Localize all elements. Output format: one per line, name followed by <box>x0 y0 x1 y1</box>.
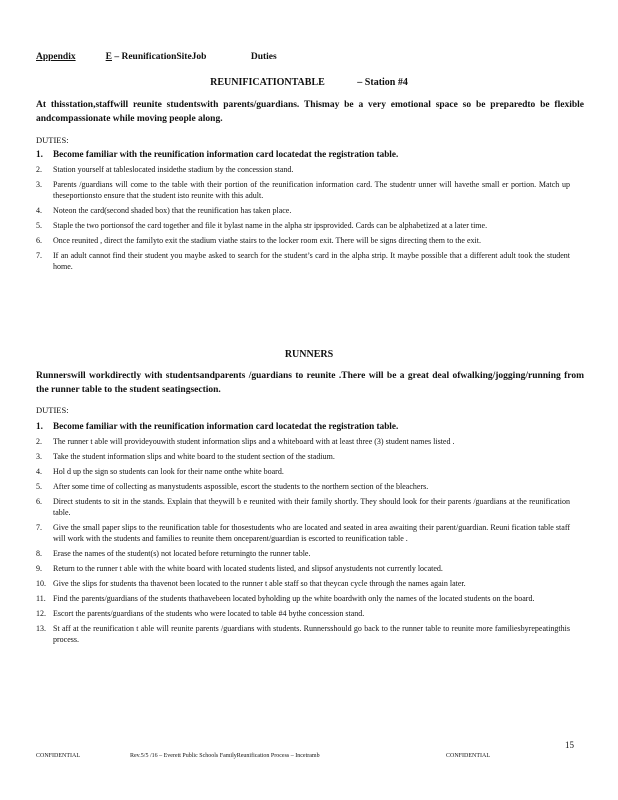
appendix-job: ReunificationSiteJob <box>121 52 207 62</box>
list-item <box>36 548 570 559</box>
station-label: – Station #4 <box>357 77 408 88</box>
list-item <box>36 220 570 231</box>
appendix-label: Appendix <box>36 52 76 62</box>
list-item-text: Parents /guardians will come to the table with their portion of the reunification information card. The studentr unner will havethe small er portion. Match up theseportionsto ensure that the student isto reunite with this adult. <box>53 179 570 200</box>
list-item-number: 2. <box>36 436 42 446</box>
list-item-number: 6. <box>36 496 42 506</box>
page-number: 15 <box>565 740 574 750</box>
runners-intro: Runnerswill workdirectly with studentsandparents /guardians to reunite .There will be a great deal ofwalking/jogging/running from the runner table to the student seatingsection. <box>36 371 584 395</box>
list-item <box>36 179 570 201</box>
list-item-number: 3. <box>36 451 42 461</box>
reunification-duties-label: DUTIES: <box>36 135 69 145</box>
appendix-duties: Duties <box>250 52 277 62</box>
list-item-number: 4. <box>36 466 42 476</box>
list-item <box>36 522 570 544</box>
list-item-text: St aff at the reunification t able will reunite parents /guardians with students. Runnersshould go back to the runner table to reunite more familiesbyrepeatingthis process. <box>53 624 570 645</box>
list-item-number: 7. <box>36 523 42 532</box>
list-item-text: Hol d up the sign so students can look for their name onthe white board. <box>53 466 284 476</box>
list-item <box>36 623 570 645</box>
list-item-text: Once reunited , direct the familyto exit the stadium viathe stairs to the locker room exit. There will be signs directing them to the exit. <box>53 236 481 245</box>
list-item-text: After some time of collecting as manystudents aspossible, escort the students to the northern section of the bleachers. <box>53 481 429 491</box>
list-item <box>36 148 570 160</box>
list-item-text: Escort the parents/guardians of the students who were located to table #4 bythe concession stand. <box>53 609 365 619</box>
appendix-dash: – <box>114 52 120 62</box>
list-item <box>36 164 570 175</box>
list-item-text: Become familiar with the reunification information card locatedat the registration table. <box>53 421 399 431</box>
list-item-number: 13. <box>36 624 46 634</box>
list-item <box>36 235 570 246</box>
list-item-number: 12. <box>36 609 46 619</box>
reunification-intro: At thisstation,staffwill reunite studentswith parents/guardians. Thismay be a very emotional space so be preparedto be flexible andcompassionate while moving people along. <box>36 100 584 124</box>
list-item-number: 5. <box>36 481 42 491</box>
list-item <box>36 608 570 619</box>
footer-middle: Rev.5/5 /16 – Everett Public Schools FamilyReunification Process – Incetramb <box>130 753 320 759</box>
appendix-heading <box>36 52 277 62</box>
reunification-duties-list <box>36 148 570 276</box>
list-item-number: 11. <box>36 594 46 604</box>
list-item <box>36 578 570 589</box>
list-item-number: 1. <box>36 421 43 431</box>
list-item-number: 3. <box>36 179 42 189</box>
runners-duties-label: DUTIES: <box>36 405 69 415</box>
list-item-number: 5. <box>36 221 42 230</box>
list-item-text: If an adult cannot find their student you maybe asked to search for the student’s card in the alpha strip. It maybe possible that a different adult took the student home. <box>53 251 570 272</box>
list-item-number: 8. <box>36 549 42 559</box>
list-item-text: Noteon the card(second shaded box) that the reunification has taken place. <box>53 206 292 215</box>
list-item <box>36 250 570 272</box>
runners-duties-list <box>36 420 570 649</box>
list-item-text: Give the small paper slips to the reunification table for thosestudents who are located and seated in area awaiting their parent/guardian. Reuni fication table staff will work with the students and families to reunite them onceparent/guardian is escorted to reunification table . <box>53 523 570 544</box>
appendix-letter: E <box>105 52 112 62</box>
list-item <box>36 420 570 432</box>
list-item-text: Staple the two portionsof the card together and file it bylast name in the alpha str ipsprovided. Cards can be alphabetized at a later time. <box>53 221 488 230</box>
reunification-title-text: REUNIFICATIONTABLE <box>210 77 325 88</box>
list-item-number: 4. <box>36 206 42 215</box>
list-item <box>36 563 570 574</box>
list-item <box>36 496 570 518</box>
list-item <box>36 593 570 604</box>
reunification-title <box>36 77 582 88</box>
list-item <box>36 205 570 216</box>
list-item <box>36 466 570 477</box>
list-item-number: 7. <box>36 251 42 260</box>
list-item-number: 10. <box>36 579 46 589</box>
list-item-number: 1. <box>36 149 43 159</box>
list-item-text: Erase the names of the student(s) not located before returningto the runner table. <box>53 549 311 559</box>
list-item-text: Direct students to sit in the stands. Explain that theywill b e reunited with their family shortly. They should look for their parents /guardians at the reunification table. <box>53 496 570 517</box>
list-item <box>36 436 570 447</box>
list-item-text: Return to the runner t able with the white board with located students listed, and slipsof anystudents not currently located. <box>53 564 443 574</box>
footer-right: CONFIDENTIAL <box>446 753 490 759</box>
list-item-text: Take the student information slips and white board to the student section of the stadium. <box>53 451 335 461</box>
list-item-text: The runner t able will provideyouwith student information slips and a whiteboard with at least three (3) student names listed . <box>53 436 455 446</box>
list-item-number: 6. <box>36 236 42 245</box>
list-item-text: Give the slips for students tha thavenot been located to the runner t able staff so that theycan cycle through the names again later. <box>53 579 466 589</box>
list-item-text: Become familiar with the reunification information card locatedat the registration table. <box>53 149 399 159</box>
list-item <box>36 451 570 462</box>
list-item-number: 9. <box>36 564 42 574</box>
list-item-text: Station yourself at tableslocated insidethe stadium by the concession stand. <box>53 164 294 174</box>
list-item <box>36 481 570 492</box>
list-item-text: Find the parents/guardians of the students thathavebeen located byholding up the white boardwith only the names of the located students on the board. <box>53 594 535 604</box>
footer-left: CONFIDENTIAL <box>36 753 80 759</box>
runners-title: RUNNERS <box>284 349 334 360</box>
list-item-number: 2. <box>36 164 42 174</box>
